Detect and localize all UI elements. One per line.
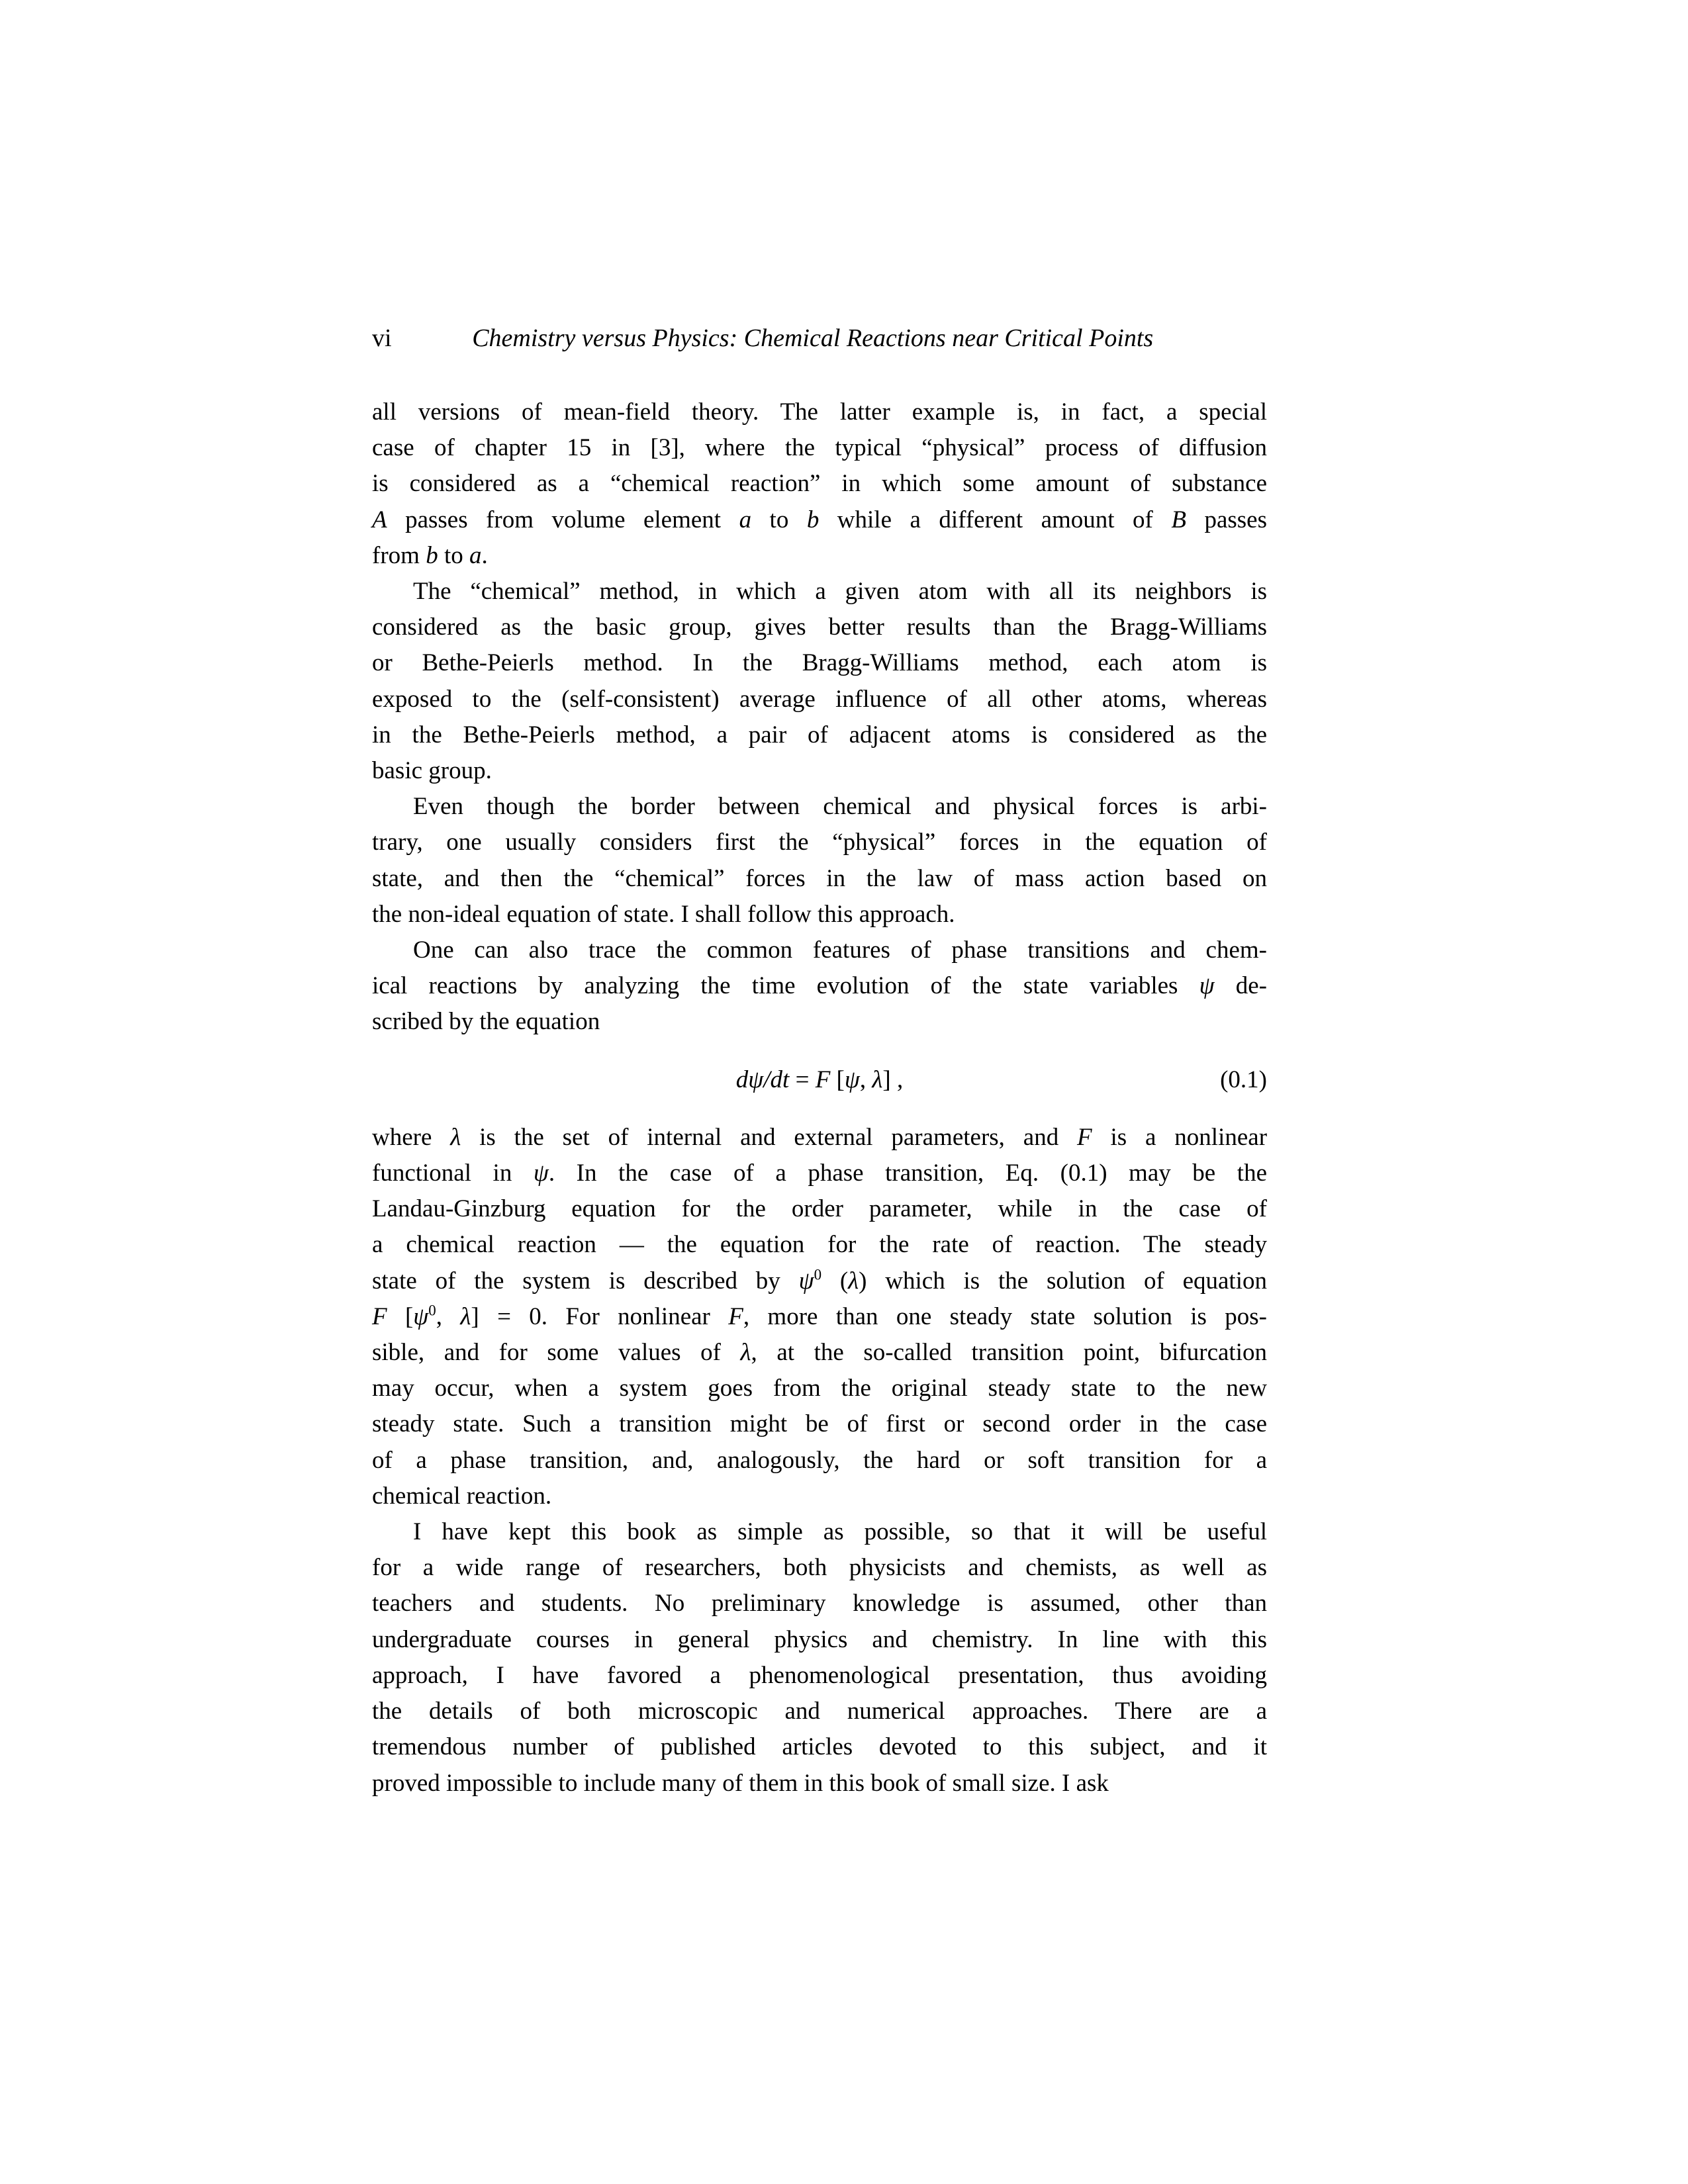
text-line: in the Bethe-Peierls method, a pair of adjacent atoms is considered as the: [372, 721, 1267, 749]
text-line: I have kept this book as simple as possible, so that it will be useful: [413, 1518, 1267, 1546]
text-line: from b to a.: [372, 541, 488, 569]
equation-body: dψ/dt = F [ψ, λ] ,: [735, 1066, 904, 1093]
text-line: functional in ψ. In the case of a phase transition, Eq. (0.1) may be the: [372, 1160, 1267, 1187]
text-line: approach, I have favored a phenomenological presentation, thus avoiding: [372, 1661, 1267, 1689]
running-title: Chemistry versus Physics: Chemical Reactions near Critical Points: [472, 324, 1154, 352]
text-line: state of the system is described by $\psi^0$ (λ) which is the solution of equation: [372, 1266, 1267, 1295]
text-line: the non-ideal equation of state. I shall follow this approach.: [372, 900, 955, 928]
text-line: A passes from volume element a to b while a different amount of B passes: [372, 506, 1267, 533]
text-line: all versions of mean-field theory. The latter example is, in fact, a special: [372, 398, 1267, 426]
text-line: exposed to the (self-consistent) average influence of all other atoms, whereas: [372, 685, 1267, 713]
display-equation: [372, 1062, 1267, 1098]
text-line: proved impossible to include many of them in this book of small size. I ask: [372, 1769, 1109, 1797]
text-line: where λ is the set of internal and external parameters, and F is a nonlinear: [372, 1123, 1268, 1151]
page-number: vi: [372, 324, 392, 352]
text-line: or Bethe-Peierls method. In the Bragg-Williams method, each atom is: [372, 649, 1267, 677]
text-line: of a phase transition, and, analogously, the hard or soft transition for a: [372, 1446, 1267, 1474]
text-line: tremendous number of published articles devoted to this subject, and it: [372, 1733, 1267, 1761]
text-line: undergraduate courses in general physics and chemistry. In line with this: [372, 1625, 1267, 1653]
text-line: state, and then the “chemical” forces in the law of mass action based on: [372, 864, 1267, 892]
text-line: Landau-Ginzburg equation for the order parameter, while in the case of: [372, 1195, 1267, 1223]
text-line: sible, and for some values of λ, at the so-called transition point, bifurcation: [372, 1339, 1267, 1367]
text-line: for a wide range of researchers, both physicists and chemists, as well as: [372, 1554, 1267, 1582]
text-line: basic group.: [372, 757, 492, 785]
text-line: trary, one usually considers first the “physical” forces in the equation of: [372, 829, 1267, 856]
text-line: scribed by the equation: [372, 1008, 600, 1036]
text-line: a chemical reaction — the equation for the rate of reaction. The steady: [372, 1231, 1267, 1259]
text-line: Even though the border between chemical and physical forces is arbi-: [413, 793, 1267, 821]
text-line: chemical reaction.: [372, 1482, 552, 1510]
text-line: considered as the basic group, gives better results than the Bragg-Williams: [372, 614, 1267, 641]
text-line: the details of both microscopic and numerical approaches. There are a: [372, 1698, 1267, 1725]
text-line: One can also trace the common features of phase transitions and chem-: [413, 936, 1267, 964]
text-line: may occur, when a system goes from the original steady state to the new: [372, 1375, 1267, 1402]
text-body: [372, 394, 1267, 1801]
text-line: steady state. Such a transition might be of first or second order in the case: [372, 1410, 1267, 1438]
equation-number: (0.1): [1220, 1066, 1267, 1093]
text-line: ical reactions by analyzing the time evolution of the state variables ψ de-: [372, 972, 1267, 1000]
text-line: case of chapter 15 in [3], where the typical “physical” process of diffusion: [372, 434, 1267, 462]
text-line: is considered as a “chemical reaction” in which some amount of substance: [372, 470, 1267, 498]
text-line: teachers and students. No preliminary knowledge is assumed, other than: [372, 1590, 1267, 1617]
text-line: The “chemical” method, in which a given atom with all its neighbors is: [413, 578, 1267, 606]
text-line: F [$\psi^0$, λ] = 0. For nonlinear F, more than one steady state solution is pos-: [372, 1302, 1268, 1330]
running-head: [372, 322, 1267, 357]
